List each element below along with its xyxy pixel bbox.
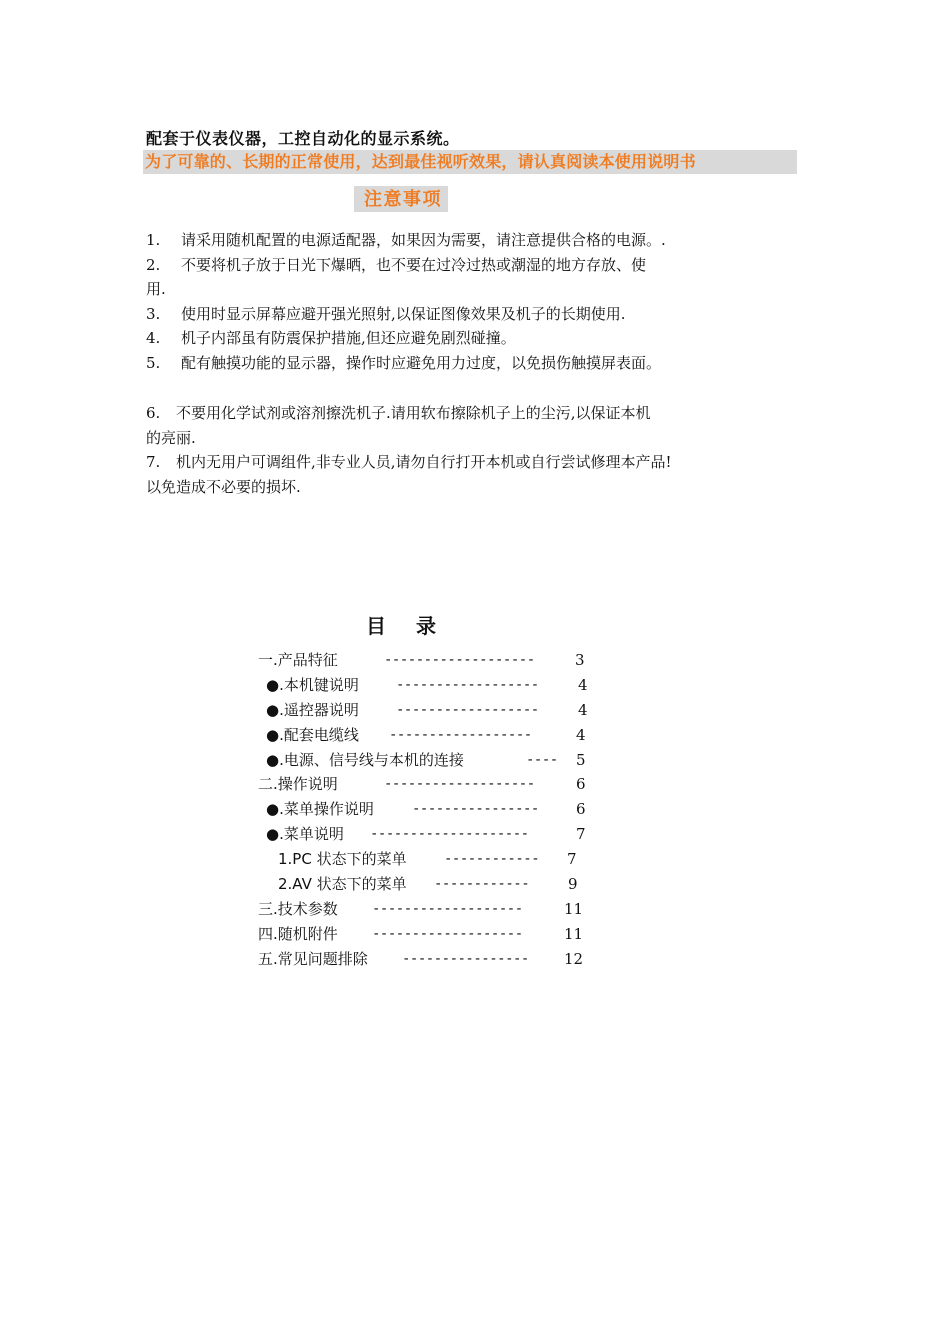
notice-text: 机子内部虽有防震保护措施,但还应避免剧烈碰撞。: [181, 329, 516, 347]
toc-page: 4: [578, 700, 588, 719]
toc-label: ●.本机键说明: [266, 675, 359, 694]
notice-text: 使用时显示屏幕应避开强光照射,以保证图像效果及机子的长期使用.: [181, 304, 626, 323]
toc-page: 11: [564, 899, 584, 918]
toc-label: 1.PC 状态下的菜单: [278, 850, 407, 869]
toc-label: 一.产品特征: [258, 651, 338, 669]
toc-label: 三.技术参数: [258, 899, 338, 918]
toc-label: ●.遥控器说明: [266, 700, 359, 719]
toc-title: 目录: [366, 614, 466, 638]
toc-page: 6: [576, 775, 586, 794]
toc-page: 6: [576, 800, 586, 819]
toc-leader: ----: [526, 751, 558, 768]
toc-label: ●.菜单操作说明: [266, 800, 374, 819]
toc-leader: -------------------: [372, 925, 523, 942]
notice-num: 7.: [146, 453, 161, 471]
toc-leader: ------------: [434, 876, 530, 893]
toc-leader: ------------: [444, 851, 540, 868]
toc-leader: ------------------: [396, 701, 539, 718]
notice-item-2: [146, 253, 826, 278]
notice-item-1: [146, 228, 826, 253]
toc-page: 3: [575, 651, 585, 669]
toc-page: 9: [568, 875, 578, 894]
notice-item-6: [146, 401, 826, 426]
notice-item-7-cont: 以免造成不必要的损坏.: [146, 477, 301, 496]
notice-item-7: [146, 450, 826, 475]
toc-page: 11: [564, 924, 584, 943]
notice-item-4: [146, 326, 826, 351]
toc-leader: ----------------: [402, 950, 529, 967]
notice-num: 1.: [146, 231, 161, 249]
toc-label: 2.AV 状态下的菜单: [278, 875, 407, 894]
warning-banner: 为了可靠的、长期的正常使用，达到最佳视听效果，请认真阅读本使用说明书: [143, 150, 797, 174]
notice-num: 6.: [146, 404, 161, 422]
toc-page: 12: [564, 949, 584, 968]
toc-label: 五.常见问题排除: [258, 949, 368, 968]
toc-page: 4: [576, 725, 586, 744]
toc-leader: -------------------: [384, 776, 535, 793]
toc-label: 二.操作说明: [258, 775, 338, 794]
intro-line: 配套于仪表仪器，工控自动化的显示系统。: [146, 129, 460, 148]
notice-list: [146, 228, 826, 499]
toc-label: ●.电源、信号线与本机的连接: [266, 750, 464, 769]
toc-label: 四.随机附件: [258, 924, 338, 943]
toc-page: 5: [576, 750, 586, 769]
notice-text: 请采用随机配置的电源适配器，如果因为需要，请注意提供合格的电源。.: [181, 231, 666, 249]
toc-label: ●.菜单说明: [266, 825, 344, 844]
toc-page: 4: [578, 675, 588, 694]
notice-num: 3.: [146, 304, 161, 323]
toc-leader: -------------------: [384, 652, 535, 668]
toc-leader: ------------------: [396, 676, 539, 693]
notice-item-6-cont: 的亮丽.: [146, 428, 196, 447]
notice-num: 2.: [146, 255, 161, 274]
toc-leader: --------------------: [370, 826, 529, 843]
notice-item-2-cont: 用.: [146, 280, 166, 298]
toc-page: 7: [567, 850, 577, 869]
toc-leader: -------------------: [372, 900, 523, 917]
notice-item-3: [146, 302, 826, 327]
toc-label: ●.配套电缆线: [266, 725, 359, 744]
notice-text: 不要用化学试剂或溶剂擦洗机子.请用软布擦除机子上的尘污,以保证本机: [176, 404, 651, 422]
toc-leader: ------------------: [389, 726, 532, 743]
notice-item-5: [146, 351, 826, 376]
toc-page: 7: [576, 825, 586, 844]
notice-num: 5.: [146, 353, 161, 372]
notice-text: 配有触摸功能的显示器，操作时应避免用力过度，以免损伤触摸屏表面。: [181, 353, 662, 372]
notice-text: 机内无用户可调组件,非专业人员,请勿自行打开本机或自行尝试修理本产品!: [176, 453, 672, 471]
toc-leader: ----------------: [412, 801, 539, 818]
notice-title: 注意事项: [354, 186, 448, 212]
notice-num: 4.: [146, 329, 161, 347]
notice-text: 不要将机子放于日光下爆晒，也不要在过冷过热或潮湿的地方存放、使: [181, 255, 647, 274]
